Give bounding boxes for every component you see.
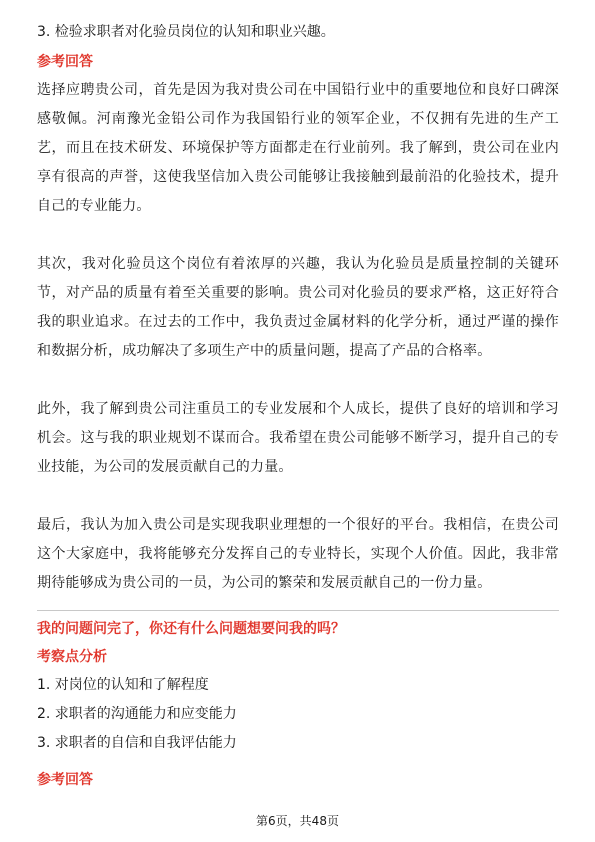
- answer-heading: 参考回答: [37, 54, 93, 70]
- answer-heading-2: 参考回答: [37, 772, 93, 788]
- paragraph-gap: [37, 366, 559, 395]
- analysis-point-2: 2. 求职者的沟通能力和应变能力: [37, 706, 237, 722]
- answer-paragraph-1: 选择应聘贵公司，首先是因为我对贵公司在中国铅行业中的重要地位和良好口碑深感敬佩。河南豫光金铅公司作为我国铅行业的领军企业，不仅拥有先进的生产工艺，而且在技术研发、环境保护等方面都走在行业前列。我了解到，贵公司在业内享有很高的声誉，这使我坚信加入贵公司能够让我接触到最前沿的化验技术，提升自己的专业能力。: [37, 82, 559, 214]
- answer-paragraph-4: 最后，我认为加入贵公司是实现我职业理想的一个很好的平台。我相信，在贵公司这个大家庭中，我将能够充分发挥自己的专业特长，实现个人价值。因此，我非常期待能够成为贵公司的一员，为公司的繁荣和发展贡献自己的一份力量。: [37, 517, 559, 591]
- document-page: [37, 18, 559, 794]
- page-number: 第6页，共48页: [256, 814, 339, 828]
- analysis-point-1: 1. 对岗位的认知和了解程度: [37, 677, 209, 693]
- paragraph-gap: [37, 482, 559, 511]
- question-heading: 我的问题问完了，你还有什么问题想要问我的吗？: [37, 621, 345, 637]
- answer-paragraph-2: 其次，我对化验员这个岗位有着浓厚的兴趣，我认为化验员是质量控制的关键环节，对产品的质量有着至关重要的影响。贵公司对化验员的要求严格，这正好符合我的职业追求。在过去的工作中，我负责过金属材料的化学分析，通过严谨的操作和数据分析，成功解决了多项生产中的质量问题，提高了产品的合格率。: [37, 256, 559, 359]
- section-divider: [37, 610, 559, 611]
- answer-paragraph-3: 此外，我了解到贵公司注重员工的专业发展和个人成长，提供了良好的培训和学习机会。这与我的职业规划不谋而合。我希望在贵公司能够不断学习，提升自己的专业技能，为公司的发展贡献自己的力量。: [37, 401, 559, 475]
- paragraph-gap: [37, 221, 559, 250]
- analysis-point-3: 3. 求职者的自信和自我评估能力: [37, 735, 237, 751]
- question-line: 3. 检验求职者对化验员岗位的认知和职业兴趣。: [37, 24, 335, 40]
- analysis-heading: 考察点分析: [37, 649, 107, 665]
